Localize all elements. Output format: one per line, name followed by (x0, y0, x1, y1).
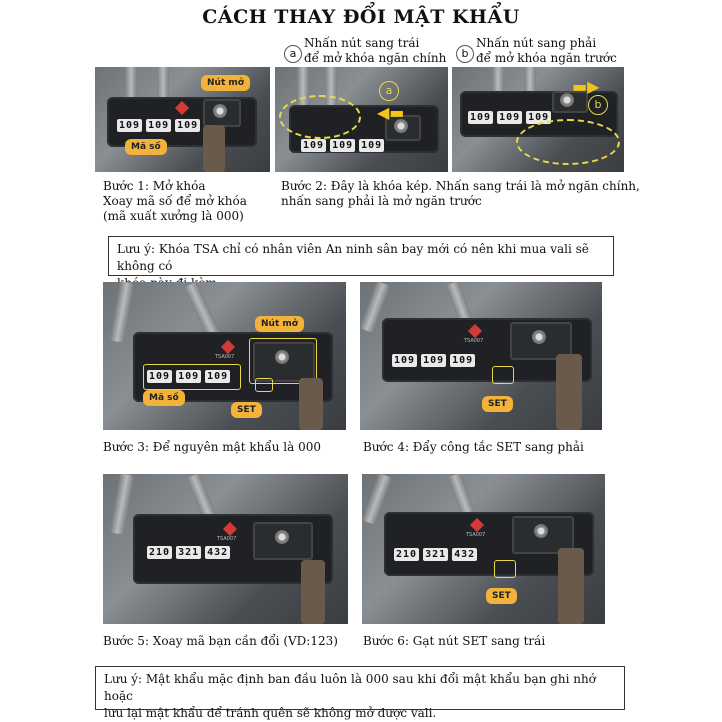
tsa-label: TSA007 (464, 338, 484, 344)
note-tsa-line1: Lưu ý: Khóa TSA chỉ có nhân viên An ninh sân bay mới có nên khi mua vali sẽ không có (117, 242, 589, 273)
code-wheel: 109 (207, 371, 229, 382)
code-wheel: 109 (332, 140, 354, 151)
marker-a: a (379, 81, 399, 101)
code-wheel: 109 (177, 120, 199, 131)
note-default-password (95, 666, 625, 720)
note-default-line1: Lưu ý: Mật khẩu mặc định ban đầu luôn là 000 sau khi đổi mật khẩu bạn ghi nhớ hoặc (104, 672, 596, 703)
photo-step3 (103, 282, 346, 430)
step1-caption-line1: Bước 1: Mở khóa (103, 179, 206, 193)
step5-caption: Bước 5: Xoay mã bạn cần đổi (VD:123) (103, 634, 338, 648)
step2-caption-line2: nhấn sang phải là mở ngăn trước (281, 194, 482, 208)
code-wheel: 321 (425, 549, 447, 560)
tsa-label: TSA007 (466, 532, 486, 538)
code-wheel: 109 (423, 355, 445, 366)
code-wheel: 109 (528, 112, 550, 123)
note-tsa (108, 236, 614, 276)
code-tag: Mã số (125, 139, 167, 155)
photo-step2b (452, 67, 624, 172)
code-wheel: 109 (119, 120, 141, 131)
code-wheel: 109 (149, 371, 171, 382)
code-wheel: 109 (470, 112, 492, 123)
code-wheel: 321 (178, 547, 200, 558)
code-wheel: 109 (394, 355, 416, 366)
photo-step5 (103, 474, 348, 624)
photo-step6 (362, 474, 605, 624)
code-wheel: 109 (148, 120, 170, 131)
step1-caption-line2: Xoay mã số để mở khóa (103, 194, 247, 208)
step-a-line1: Nhấn nút sang trái (304, 36, 420, 50)
step2-caption-line1: Bước 2: Đây là khóa kép. Nhấn sang trái là mở ngăn chính, (281, 179, 640, 193)
code-tag: Mã số (143, 390, 185, 406)
photo-step2a (275, 67, 448, 172)
open-button-tag: Nút mở (255, 316, 304, 332)
code-wheel: 109 (303, 140, 325, 151)
step1-caption-line3: (mã xuất xưởng là 000) (103, 209, 244, 223)
arrow-right-icon: ▬▶ (572, 77, 600, 96)
tsa-label: TSA007 (215, 354, 235, 360)
set-tag: SET (482, 396, 513, 412)
step3-caption: Bước 3: Để nguyên mật khẩu là 000 (103, 440, 322, 454)
photo-step1 (95, 67, 270, 172)
step-a-marker: a (284, 45, 302, 63)
code-wheel: 432 (454, 549, 476, 560)
open-button-tag: Nút mở (201, 75, 250, 91)
marker-b: b (588, 95, 608, 115)
page-title: CÁCH THAY ĐỔI MẬT KHẨU (202, 6, 520, 28)
step-b-line2: để mở khóa ngăn trước (476, 51, 617, 65)
code-wheel: 109 (178, 371, 200, 382)
code-wheel: 109 (452, 355, 474, 366)
code-wheel: 109 (499, 112, 521, 123)
code-wheel: 210 (149, 547, 171, 558)
step-a-line2: để mở khóa ngăn chính (304, 51, 447, 65)
set-tag: SET (231, 402, 262, 418)
step6-caption: Bước 6: Gạt nút SET sang trái (363, 634, 546, 648)
photo-step4 (360, 282, 602, 430)
note-default-line2: lưu lại mật khẩu để tránh quên sẽ không mở được vali. (104, 706, 437, 720)
code-wheel: 432 (207, 547, 229, 558)
step-b-marker: b (456, 45, 474, 63)
step4-caption: Bước 4: Đẩy công tắc SET sang phải (363, 440, 584, 454)
arrow-left-icon: ◀▬ (377, 103, 405, 122)
set-tag: SET (486, 588, 517, 604)
code-wheel: 210 (396, 549, 418, 560)
tsa-label: TSA007 (217, 536, 237, 542)
code-wheel: 109 (361, 140, 383, 151)
step-b-line1: Nhấn nút sang phải (476, 36, 597, 50)
